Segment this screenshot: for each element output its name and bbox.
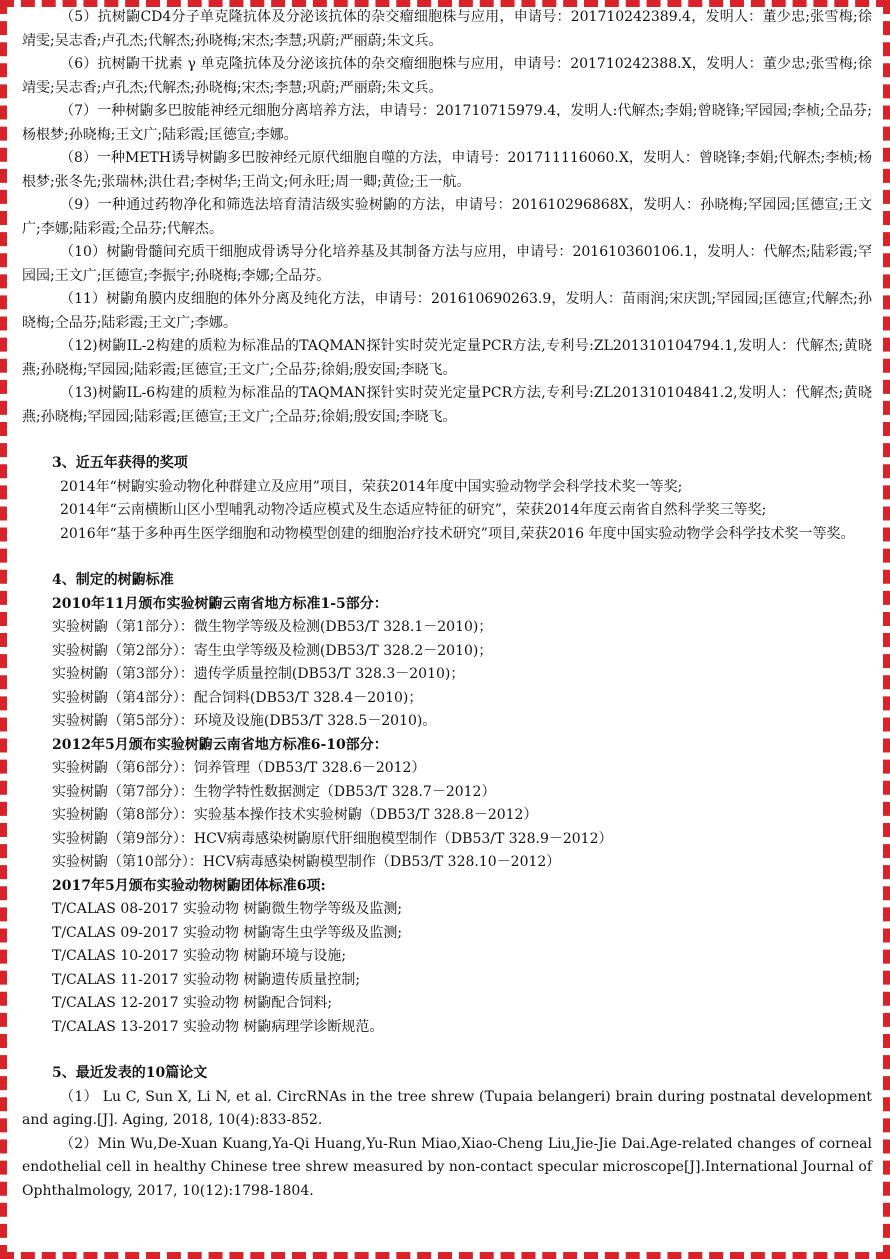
standards-heading: 4、制定的树鼩标准 (52, 572, 174, 588)
patent-item: （10）树鼩骨髓间充质干细胞成骨诱导分化培养基及其制备方法与应用，申请号：201610360106.1，发明人：代解杰;陆彩霞;罕园园;王文广;匡德宣;李振宇;孙晓梅;李娜;仝品芬。 (22, 244, 872, 284)
awards-heading: 3、近五年获得的奖项 (52, 455, 188, 471)
standards-group-title: 2017年5月颁布实验动物树鼩团体标准6项: (52, 877, 326, 894)
standard-item: 实验树鼩（第1部分）：微生物学等级及检测(DB53/T 328.1－2010)； (52, 619, 493, 635)
standard-item: 实验树鼩（第7部分）：生物学特性数据测定（DB53/T 328.7－2012） (52, 783, 496, 800)
standard-item: T/CALAS 12-2017 实验动物 树鼩配合饲料; (52, 995, 333, 1011)
patent-item: （5）抗树鼩CD4分子单克隆抗体及分泌该抗体的杂交瘤细胞株与应用，申请号：201710242389.4，发明人：董少忠;张雪梅;徐靖雯;吴志香;卢孔杰;代解杰;孙晓梅;宋杰;李慧;巩蔚;严丽蔚;朱文兵。 (22, 9, 872, 49)
standards-section (22, 569, 872, 1039)
patent-item: （12)树鼩IL-2构建的质粒为标准品的TAQMAN探针实时荧光定量PCR方法,专利号:ZL201310104794.1,发明人：代解杰;黄晓燕;孙晓梅;罕园园;陆彩霞;匡德宣;王文广;仝品芬;徐娟;殷安国;李晓飞。 (22, 338, 872, 378)
standard-item: 实验树鼩（第8部分）：实验基本操作技术实验树鼩（DB53/T 328.8－2012） (52, 807, 538, 823)
patent-item: （11）树鼩角膜内皮细胞的体外分离及纯化方法，申请号：201610690263.9，发明人：苗雨润;宋庆凯;罕园园;匡德宣;代解杰;孙晓梅;仝品芬;陆彩霞;王文广;李娜。 (22, 291, 872, 331)
standard-item: T/CALAS 08-2017 实验动物 树鼩微生物学等级及监测; (52, 901, 403, 917)
papers-section (22, 1062, 872, 1203)
award-item: 2014年“云南横断山区小型哺乳动物冷适应模式及生态适应特征的研究”，荣获2014年度云南省自然科学奖三等奖; (60, 502, 767, 518)
patent-item: （8）一种METH诱导树鼩多巴胺神经元原代细胞自噬的方法，申请号：201711116060.X，发明人：曾晓锋;李娟;代解杰;李桢;杨根梦;张冬先;张瑞林;洪仕君;李树华;王尚文;何永旺;周一卿;黄俭;王一航。 (22, 150, 872, 190)
standard-item: T/CALAS 11-2017 实验动物 树鼩遗传质量控制; (52, 971, 361, 988)
paper-item: （2）Min Wu,De-Xuan Kuang,Ya-Qi Huang,Yu-Run Miao,Xiao-Cheng Liu,Jie-Jie Dai.Age-related changes of corneal endothelial cell in healthy Chinese tree shrew measured by non-contact specular microscope[J].International Journal of Ophthalmology, 2017, 10(12):1798-1804. (22, 1135, 872, 1199)
standard-item: T/CALAS 10-2017 实验动物 树鼩环境与设施; (52, 948, 347, 964)
patent-item: （9）一种通过药物净化和筛选法培育清洁级实验树鼩的方法，申请号：201610296868X，发明人：孙晓梅;罕园园;匡德宣;王文广;李娜;陆彩霞;仝品芬;代解杰。 (22, 197, 872, 237)
document-body (22, 6, 872, 1203)
standard-item: 实验树鼩（第4部分）：配合饲料(DB53/T 328.4－2010)； (52, 689, 423, 706)
standard-item: 实验树鼩（第3部分）：遗传学质量控制(DB53/T 328.3－2010)； (52, 666, 465, 682)
standards-group-title: 2012年5月颁布实验树鼩云南省地方标准6-10部分： (52, 736, 388, 753)
patent-list (22, 6, 872, 429)
standard-item: 实验树鼩（第5部分）：环境及设施(DB53/T 328.5－2010)。 (52, 713, 437, 729)
standard-item: 实验树鼩（第6部分）：饲养管理（DB53/T 328.6－2012） (52, 760, 426, 776)
standard-item: 实验树鼩（第9部分）：HCV病毒感染树鼩原代肝细胞模型制作（DB53/T 328.9－2012） (52, 830, 613, 847)
standards-group-title: 2010年11月颁布实验树鼩云南省地方标准1-5部分： (52, 595, 388, 612)
award-item: 2016年“基于多种再生医学细胞和动物模型创建的细胞治疗技术研究”项目,荣获2016 年度中国实验动物学会科学技术奖一等奖。 (60, 525, 855, 542)
standard-item: 实验树鼩（第2部分）：寄生虫学等级及检测(DB53/T 328.2－2010)； (52, 642, 493, 659)
standard-item: 实验树鼩（第10部分）：HCV病毒感染树鼩模型制作（DB53/T 328.10－2012） (52, 854, 561, 870)
papers-heading: 5、最近发表的10篇论文 (52, 1065, 208, 1081)
standard-item: T/CALAS 13-2017 实验动物 树鼩病理学诊断规范。 (52, 1018, 384, 1035)
paper-item: （1） Lu C, Sun X, Li N, et al. CircRNAs in the tree shrew (Tupaia belangeri) brain during postnatal development and aging.[J]. Aging, 2018, 10(4):833-852. (22, 1088, 872, 1128)
patent-item: （13)树鼩IL-6构建的质粒为标准品的TAQMAN探针实时荧光定量PCR方法,专利号:ZL201310104841.2,发明人：代解杰;黄晓燕;孙晓梅;罕园园;陆彩霞;匡德宣;王文广;仝品芬;徐娟;殷安国;李晓飞。 (22, 385, 872, 425)
patent-item: （7）一种树鼩多巴胺能神经元细胞分离培养方法，申请号：201710715979.4，发明人:代解杰;李娟;曾晓锋;罕园园;李桢;仝品芬;杨根梦;孙晓梅;王文广;陆彩霞;匡德宣;李娜。 (22, 103, 872, 143)
standard-item: T/CALAS 09-2017 实验动物 树鼩寄生虫学等级及监测; (52, 924, 403, 941)
award-item: 2014年“树鼩实验动物化种群建立及应用”项目，荣获2014年度中国实验动物学会科学技术奖一等奖; (60, 478, 683, 495)
awards-section (22, 452, 872, 546)
patent-item: （6）抗树鼩干扰素 γ 单克隆抗体及分泌该抗体的杂交瘤细胞株与应用，申请号：201710242388.X，发明人：董少忠;张雪梅;徐靖雯;吴志香;卢孔杰;代解杰;孙晓梅;宋杰;李慧;巩蔚;严丽蔚;朱文兵。 (22, 56, 872, 96)
